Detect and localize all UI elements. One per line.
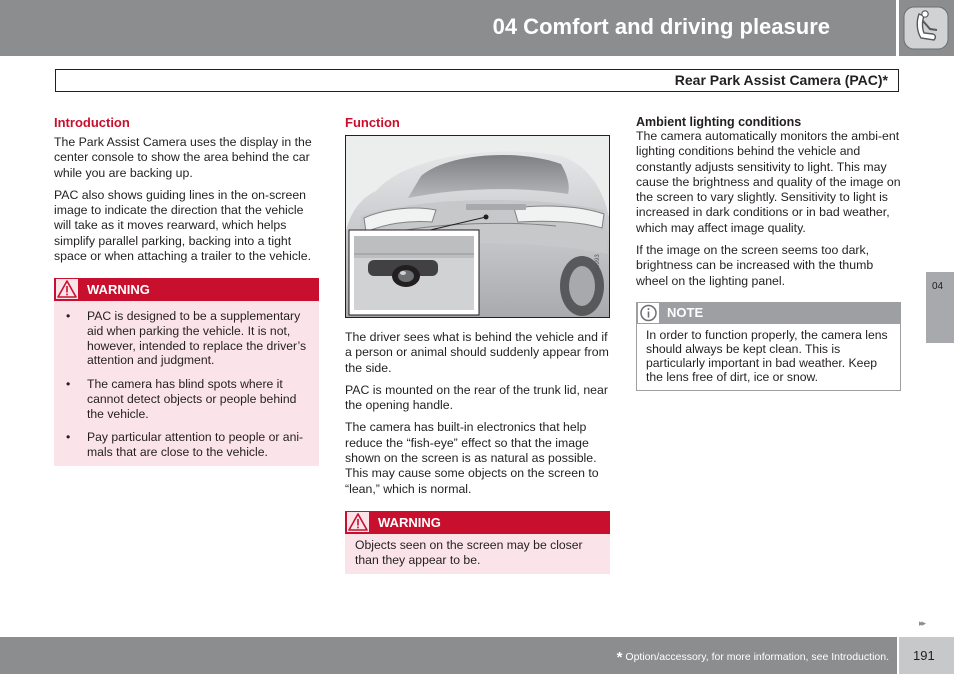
warning-box xyxy=(54,278,319,465)
footnote xyxy=(617,649,889,666)
function-paragraph: PAC is mounted on the rear of the trunk lid, near the opening handle. xyxy=(345,382,608,413)
warning-label: WARNING xyxy=(378,514,441,530)
introduction-paragraph: The Park Assist Camera uses the display in the center console to show the area behind the car while you are backing up. xyxy=(54,135,312,180)
warning-header xyxy=(54,278,319,301)
function-paragraph: The camera has built-in electronics that help reduce the “fish-eye” effect so that the image shown on the screen is as natural as possible. This may cause some objects on the screen to “lean,” which is normal. xyxy=(345,420,599,496)
warning-box xyxy=(345,511,610,574)
list-item xyxy=(60,309,311,368)
warning-item-text: PAC is designed to be a supplementary aid when parking the vehicle. It is not, however, intended to replace the driver’s attention and judgment. xyxy=(87,309,307,368)
chapter-title: 04 Comfort and driving pleasure xyxy=(492,14,830,39)
seat-icon xyxy=(899,0,954,56)
chapter-side-tab xyxy=(926,272,954,343)
function-paragraph: The driver sees what is behind the vehicle and if a person or animal should suddenly appear from the side. xyxy=(345,330,609,375)
warning-label: WARNING xyxy=(87,282,150,298)
bullet: • xyxy=(66,377,71,392)
warning-text: Objects seen on the screen may be closer than they appear to be. xyxy=(355,537,583,567)
info-icon xyxy=(638,303,659,323)
list-item xyxy=(60,430,311,459)
warning-item-text: Pay particular attention to people or ani-mals that are close to the vehicle. xyxy=(87,430,304,459)
warning-item-text: The camera has blind spots where it cannot detect objects or people behind the vehicle. xyxy=(87,377,297,421)
footer-bar xyxy=(0,637,897,674)
car-rear-camera-illustration xyxy=(345,135,610,318)
warning-triangle-icon xyxy=(56,279,78,299)
function-column xyxy=(345,115,610,574)
page-number: 191 xyxy=(913,648,935,663)
car-illustration-svg xyxy=(346,136,610,318)
bullet: • xyxy=(66,430,71,445)
footnote-text: Option/accessory, for more information, see Introduction. xyxy=(625,651,889,663)
introduction-column xyxy=(54,115,319,466)
chapter-icon-box xyxy=(899,0,954,56)
section-title: Rear Park Assist Camera (PAC)* xyxy=(674,72,888,88)
page-number-box xyxy=(899,637,954,674)
section-bar xyxy=(55,69,899,92)
figure-code: G040993 xyxy=(595,254,601,279)
introduction-paragraph: PAC also shows guiding lines in the on-screen image to indicate the direction that the vehicle will take as it moves rearward, which helps simplify parallel parking, backing into a tight space or when attaching a trailer to the vehicle. xyxy=(54,187,312,264)
list-item xyxy=(60,377,311,421)
ambient-paragraph: The camera automatically monitors the ambi-ent lighting conditions behind the vehicle and constantly adjusts sensitivity to light. This may cause the brightness and quality of the image on the screen to vary slightly. Sensitivity to light is increased in dark conditions or in bad weather, which may affect image quality. xyxy=(636,129,901,235)
warning-triangle-icon xyxy=(347,512,369,532)
header-bar xyxy=(0,0,896,56)
note-box xyxy=(636,302,901,391)
note-label: NOTE xyxy=(667,304,704,320)
bullet: • xyxy=(66,309,71,324)
ambient-lighting-heading: Ambient lighting conditions xyxy=(636,115,802,129)
next-page-arrows-icon: ▸▸ xyxy=(919,618,925,628)
ambient-lighting-column xyxy=(636,115,901,391)
introduction-heading: Introduction xyxy=(54,115,130,130)
side-tab-label: 04 xyxy=(932,281,944,292)
ambient-paragraph: If the image on the screen seems too dark, brightness can be increased with the thumb wheel on the lighting panel. xyxy=(636,243,874,288)
warning-header xyxy=(345,511,610,534)
footnote-asterisk: * xyxy=(616,649,623,666)
note-header xyxy=(636,302,901,324)
warning-list xyxy=(54,301,319,465)
function-heading: Function xyxy=(345,115,400,130)
note-text: In order to function properly, the camera lens should always be kept clean. This is particularly important in bad weather. Keep the lens free of dirt, ice or snow. xyxy=(646,327,888,384)
